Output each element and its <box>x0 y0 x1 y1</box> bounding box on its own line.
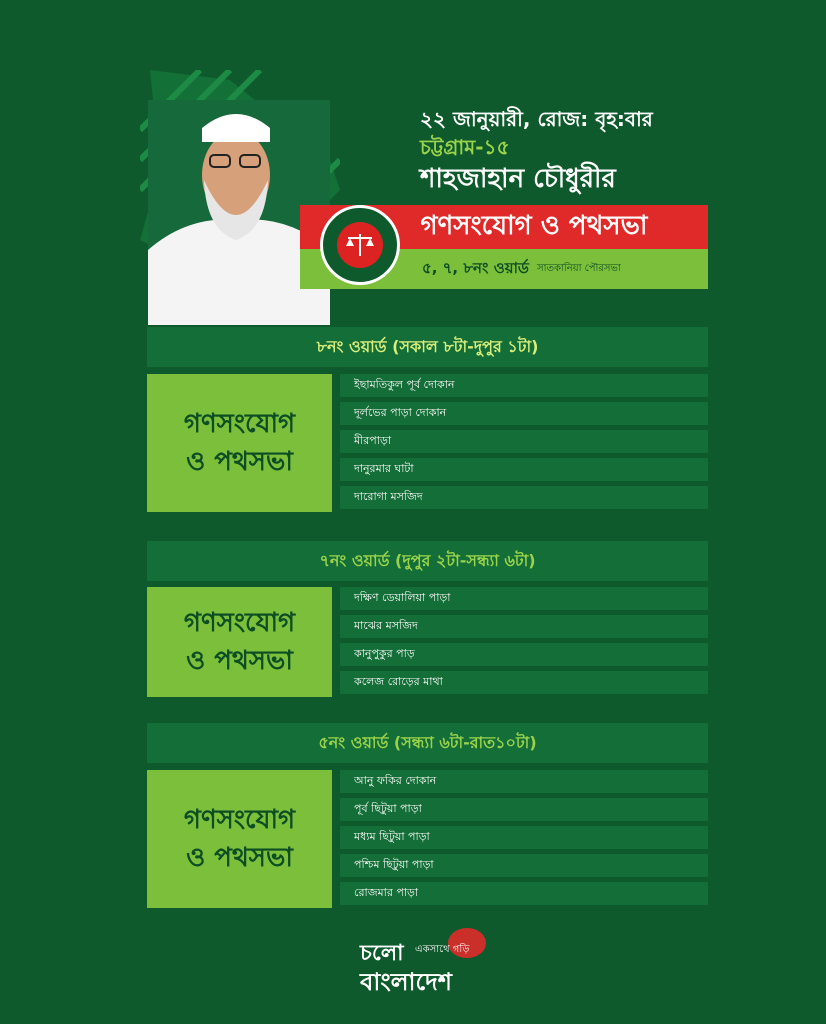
location-item: মাঝের মসজিদ <box>340 615 708 638</box>
location-item: দূর্লভের পাড়া দোকান <box>340 402 708 425</box>
campaign-slogan-logo <box>340 930 500 1000</box>
location-item: পশ্চিম ছিটুয়া পাড়া <box>340 854 708 877</box>
event-label-line1: গণসংযোগ <box>183 409 296 439</box>
ward-8-locations <box>340 374 708 514</box>
ward-7-event-box <box>147 587 332 697</box>
ward-5-locations <box>340 770 708 910</box>
location-item: কলেজ রোড়ের মাথা <box>340 671 708 694</box>
ward-5-header: ৫নং ওয়ার্ড (সন্ধ্যা ৬টা-রাত১০টা) <box>147 723 708 763</box>
event-label-line2: ও পথসভা <box>186 646 293 676</box>
location-item: ইছামতিকুল পূর্ব দোকান <box>340 374 708 397</box>
location-item: পূর্ব ছিটুয়া পাড়া <box>340 798 708 821</box>
location-item: কানুপুকুর পাড় <box>340 643 708 666</box>
location-item: রোজমার পাড়া <box>340 882 708 905</box>
event-label-line2: ও পথসভা <box>186 447 293 477</box>
ward-8-event-box <box>147 374 332 512</box>
location-item: দানুরমার ঘাটা <box>340 458 708 481</box>
event-label-line1: গণসংযোগ <box>183 805 296 835</box>
slogan-line1: চলো <box>360 941 404 966</box>
location-item: দারোগা মসজিদ <box>340 486 708 509</box>
constituency: চট্টগ্রাম-১৫ <box>420 135 510 159</box>
location-item: মধ্যম ছিটুয়া পাড়া <box>340 826 708 849</box>
scales-icon <box>337 222 383 268</box>
wards-text: ৫, ৭, ৮নং ওয়ার্ড <box>422 258 529 277</box>
date-line: ২২ জানুয়ারী, রোজ: বৃহ:বার <box>420 107 653 131</box>
ward-7-header: ৭নং ওয়ার্ড (দুপুর ২টা-সন্ধ্যা ৬টা) <box>147 541 708 581</box>
location-item: মীরপাড়া <box>340 430 708 453</box>
event-label-line1: গণসংযোগ <box>183 608 296 638</box>
candidate-name: শাহজাহান চৌধুরীর <box>420 164 616 194</box>
ward-7-locations <box>340 587 708 699</box>
party-emblem-logo <box>320 205 400 285</box>
event-banner-text: গণসংযোগ ও পথসভা <box>420 211 648 241</box>
event-label-line2: ও পথসভা <box>186 843 293 873</box>
slogan-tagline: একসাথে গড়ি <box>415 944 470 955</box>
slogan-line2: বাংলাদেশ <box>360 968 452 996</box>
municipality-text: সাতকানিয়া পৌরসভা <box>536 262 621 274</box>
ward-8-header: ৮নং ওয়ার্ড (সকাল ৮টা-দুপুর ১টা) <box>147 327 708 367</box>
location-item: আনু ফকির দোকান <box>340 770 708 793</box>
ward-5-event-box <box>147 770 332 908</box>
location-item: দক্ষিণ ডেয়ালিয়া পাড়া <box>340 587 708 610</box>
